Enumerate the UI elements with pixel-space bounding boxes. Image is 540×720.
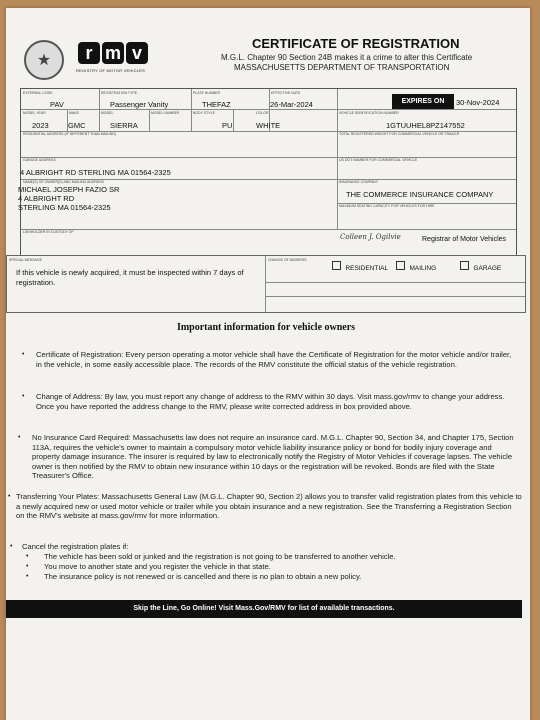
model-year-label: MODEL YEAR [23, 111, 46, 115]
bullet-icon: • [26, 553, 29, 560]
rmv-logo [78, 42, 148, 64]
vin-label: VEHICLE IDENTIFICATION NUMBER [339, 111, 399, 115]
bullet-icon: • [8, 493, 11, 500]
model-value: SIERRA [110, 121, 138, 130]
footer-banner: Skip the Line, Go Online! Visit Mass.Gov/RMV for list of available transactions. [6, 600, 522, 618]
inspection-notice: If this vehicle is newly acquired, it must be inspected within 7 days of registration. [16, 268, 244, 287]
mailing-checkbox-group[interactable] [396, 257, 436, 275]
body-style-value: PU [222, 121, 233, 130]
bullet-icon: • [18, 434, 21, 441]
body-style-label: BODY STYLE [193, 111, 215, 115]
garage-address-value: 4 ALBRIGHT RD STERLING MA 01564-2325 [20, 168, 171, 177]
certificate-page [6, 8, 530, 720]
make-value: GMC [68, 121, 86, 130]
lienholder-label: LIENHOLDER IN CUSTODY OF [23, 230, 74, 234]
plate-number-value: THEFAZ [202, 100, 231, 109]
registrar-title: Registrar of Motor Vehicles [422, 236, 507, 243]
model-label: MODEL [101, 111, 114, 115]
residential-checkbox-group[interactable] [332, 257, 388, 275]
info-registration: Certificate of Registration: Every person operating a motor vehicle shall have the Certificate of Registration for the motor vehicle and/or trailer, in the vehicle, in some easily accessible place. The records of the RMV constitute the official status of the vehicle registration. [36, 350, 512, 369]
effective-date-label: EFFECTIVE DATE [271, 91, 301, 95]
residential-checkbox[interactable] [332, 261, 341, 270]
logo-letter: r [78, 42, 100, 64]
external-code-value: PAV [50, 100, 64, 109]
cancel-item: The insurance policy is not renewed or is cancelled and there is no plan to obtain a new policy. [44, 572, 362, 581]
department-name: MASSACHUSETTS DEPARTMENT OF TRANSPORTATION [234, 63, 450, 72]
special-message-label: SPECIAL MESSAGE [9, 258, 42, 262]
bullet-icon: • [10, 543, 13, 550]
mailing-label: MAILING [409, 265, 437, 272]
residential-address-label: RESIDENTIAL ADDRESS (IF DIFFERENT THAN MAILING) [23, 132, 117, 136]
expires-on-value: 30-Nov-2024 [456, 98, 500, 107]
owner-name: MICHAEL JOSEPH FAZIO SR [18, 185, 120, 194]
usdot-label: US DOT NUMBER FOR COMMERCIAL VEHICLE [339, 158, 418, 162]
plate-number-label: PLATE NUMBER [193, 91, 220, 95]
registration-type-label: REGISTRATION TYPE [101, 91, 138, 95]
cancel-item: The vehicle has been sold or junked and the registration is not going to be transferred to another vehicle. [44, 552, 396, 561]
logo-subtitle: REGISTRY OF MOTOR VEHICLES [76, 68, 145, 73]
effective-date-value: 26-Mar-2024 [270, 100, 313, 109]
garage-checkbox-group[interactable] [460, 257, 501, 275]
external-code-label: EXTERNAL CODE [23, 91, 53, 95]
info-transferring-plates: Transferring Your Plates: Massachusetts General Law (M.G.L. Chapter 90, Section 2) allows you to transfer valid registration plates from this vehicle to a newly acquired new or used motor vehicle or trailer while you obtain insurance and a new registration. See the Transferring a Registration Section on the RMV's website at mass.gov/rmv for more information. [16, 492, 522, 521]
certificate-warning: M.G.L. Chapter 90 Section 24B makes it a crime to alter this Certificate [221, 53, 473, 62]
info-cancel-title: Cancel the registration plates if: [22, 542, 129, 551]
garage-checkbox[interactable] [460, 261, 469, 270]
info-change-of-address: Change of Address: By law, you must report any change of address to the RMV within 30 days. Visit mass.gov/rmv to change your address. Once you have reported the address change to the RMV, please write corrected address in box provided above. [36, 392, 505, 411]
model-year-value: 2023 [32, 121, 49, 130]
make-label: MAKE [69, 111, 79, 115]
color-label: COLOR [256, 111, 269, 115]
cancel-item: You move to another state and you register the vehicle in that state. [44, 562, 271, 571]
expires-on-label: EXPIRES ON [392, 94, 454, 109]
registration-type-value: Passenger Vanity [110, 100, 169, 109]
change-of-address-label: CHANGE OF ADDRESS [268, 258, 307, 262]
bullet-icon: • [26, 563, 29, 570]
owner-street: 4 ALBRIGHT RD [18, 194, 75, 203]
garage-address-label: GARAGE ADDRESS [23, 158, 56, 162]
color-value: WHITE [256, 121, 281, 130]
registrar-signature: Colleen J. Ogilvie [340, 233, 401, 241]
bullet-icon: • [22, 351, 25, 358]
total-weight-label: TOTAL REGISTERED WEIGHT FOR COMMERCIAL VEHICLE OR TRAILER [339, 132, 460, 136]
info-heading: Important information for vehicle owners [176, 322, 356, 333]
insurance-company-label: INSURANCE COMPANY [339, 180, 379, 184]
residential-label: RESIDENTIAL [345, 265, 389, 272]
bullet-icon: • [22, 393, 25, 400]
logo-letter: m [102, 42, 124, 64]
model-number-label: MODEL NUMBER [151, 111, 180, 115]
massachusetts-seal-icon: ★ [24, 40, 64, 80]
info-insurance: No Insurance Card Required: Massachusetts law does not require an insurance card. M.G.L. Chapter 90, Section 34, and Chapter 175, Section 113A, requires the vehicle's owner to maintain a compulsory motor vehicle liability insurance policy or bond for bodily injury coverage and property damage insurance. The insurer is required by law to electronically notify the Registry of Motor Vehicles if coverage lapses. The vehicle owner is then notified by the RMV to obtain new insurance within 10 days or the registration will be revoked. Bonds are filed with the State Treasurer's Office. [32, 433, 514, 481]
bullet-icon: • [26, 573, 29, 580]
garage-label: GARAGE [473, 265, 502, 272]
seating-capacity-label: MAXIMUM SEATING CAPACITY FOR VEHICLES FOR HIRE [339, 204, 435, 208]
mailing-checkbox[interactable] [396, 261, 405, 270]
logo-letter: v [126, 42, 148, 64]
certificate-title: CERTIFICATE OF REGISTRATION [252, 36, 460, 51]
insurance-company-value: THE COMMERCE INSURANCE COMPANY [346, 190, 494, 199]
vin-value: 1GTUUHEL8PZ147552 [386, 121, 465, 130]
owner-city: STERLING MA 01564-2325 [18, 203, 111, 212]
owner-label: NAME(S) OF OWNER(S) AND MAILING ADDRESS [23, 180, 104, 184]
